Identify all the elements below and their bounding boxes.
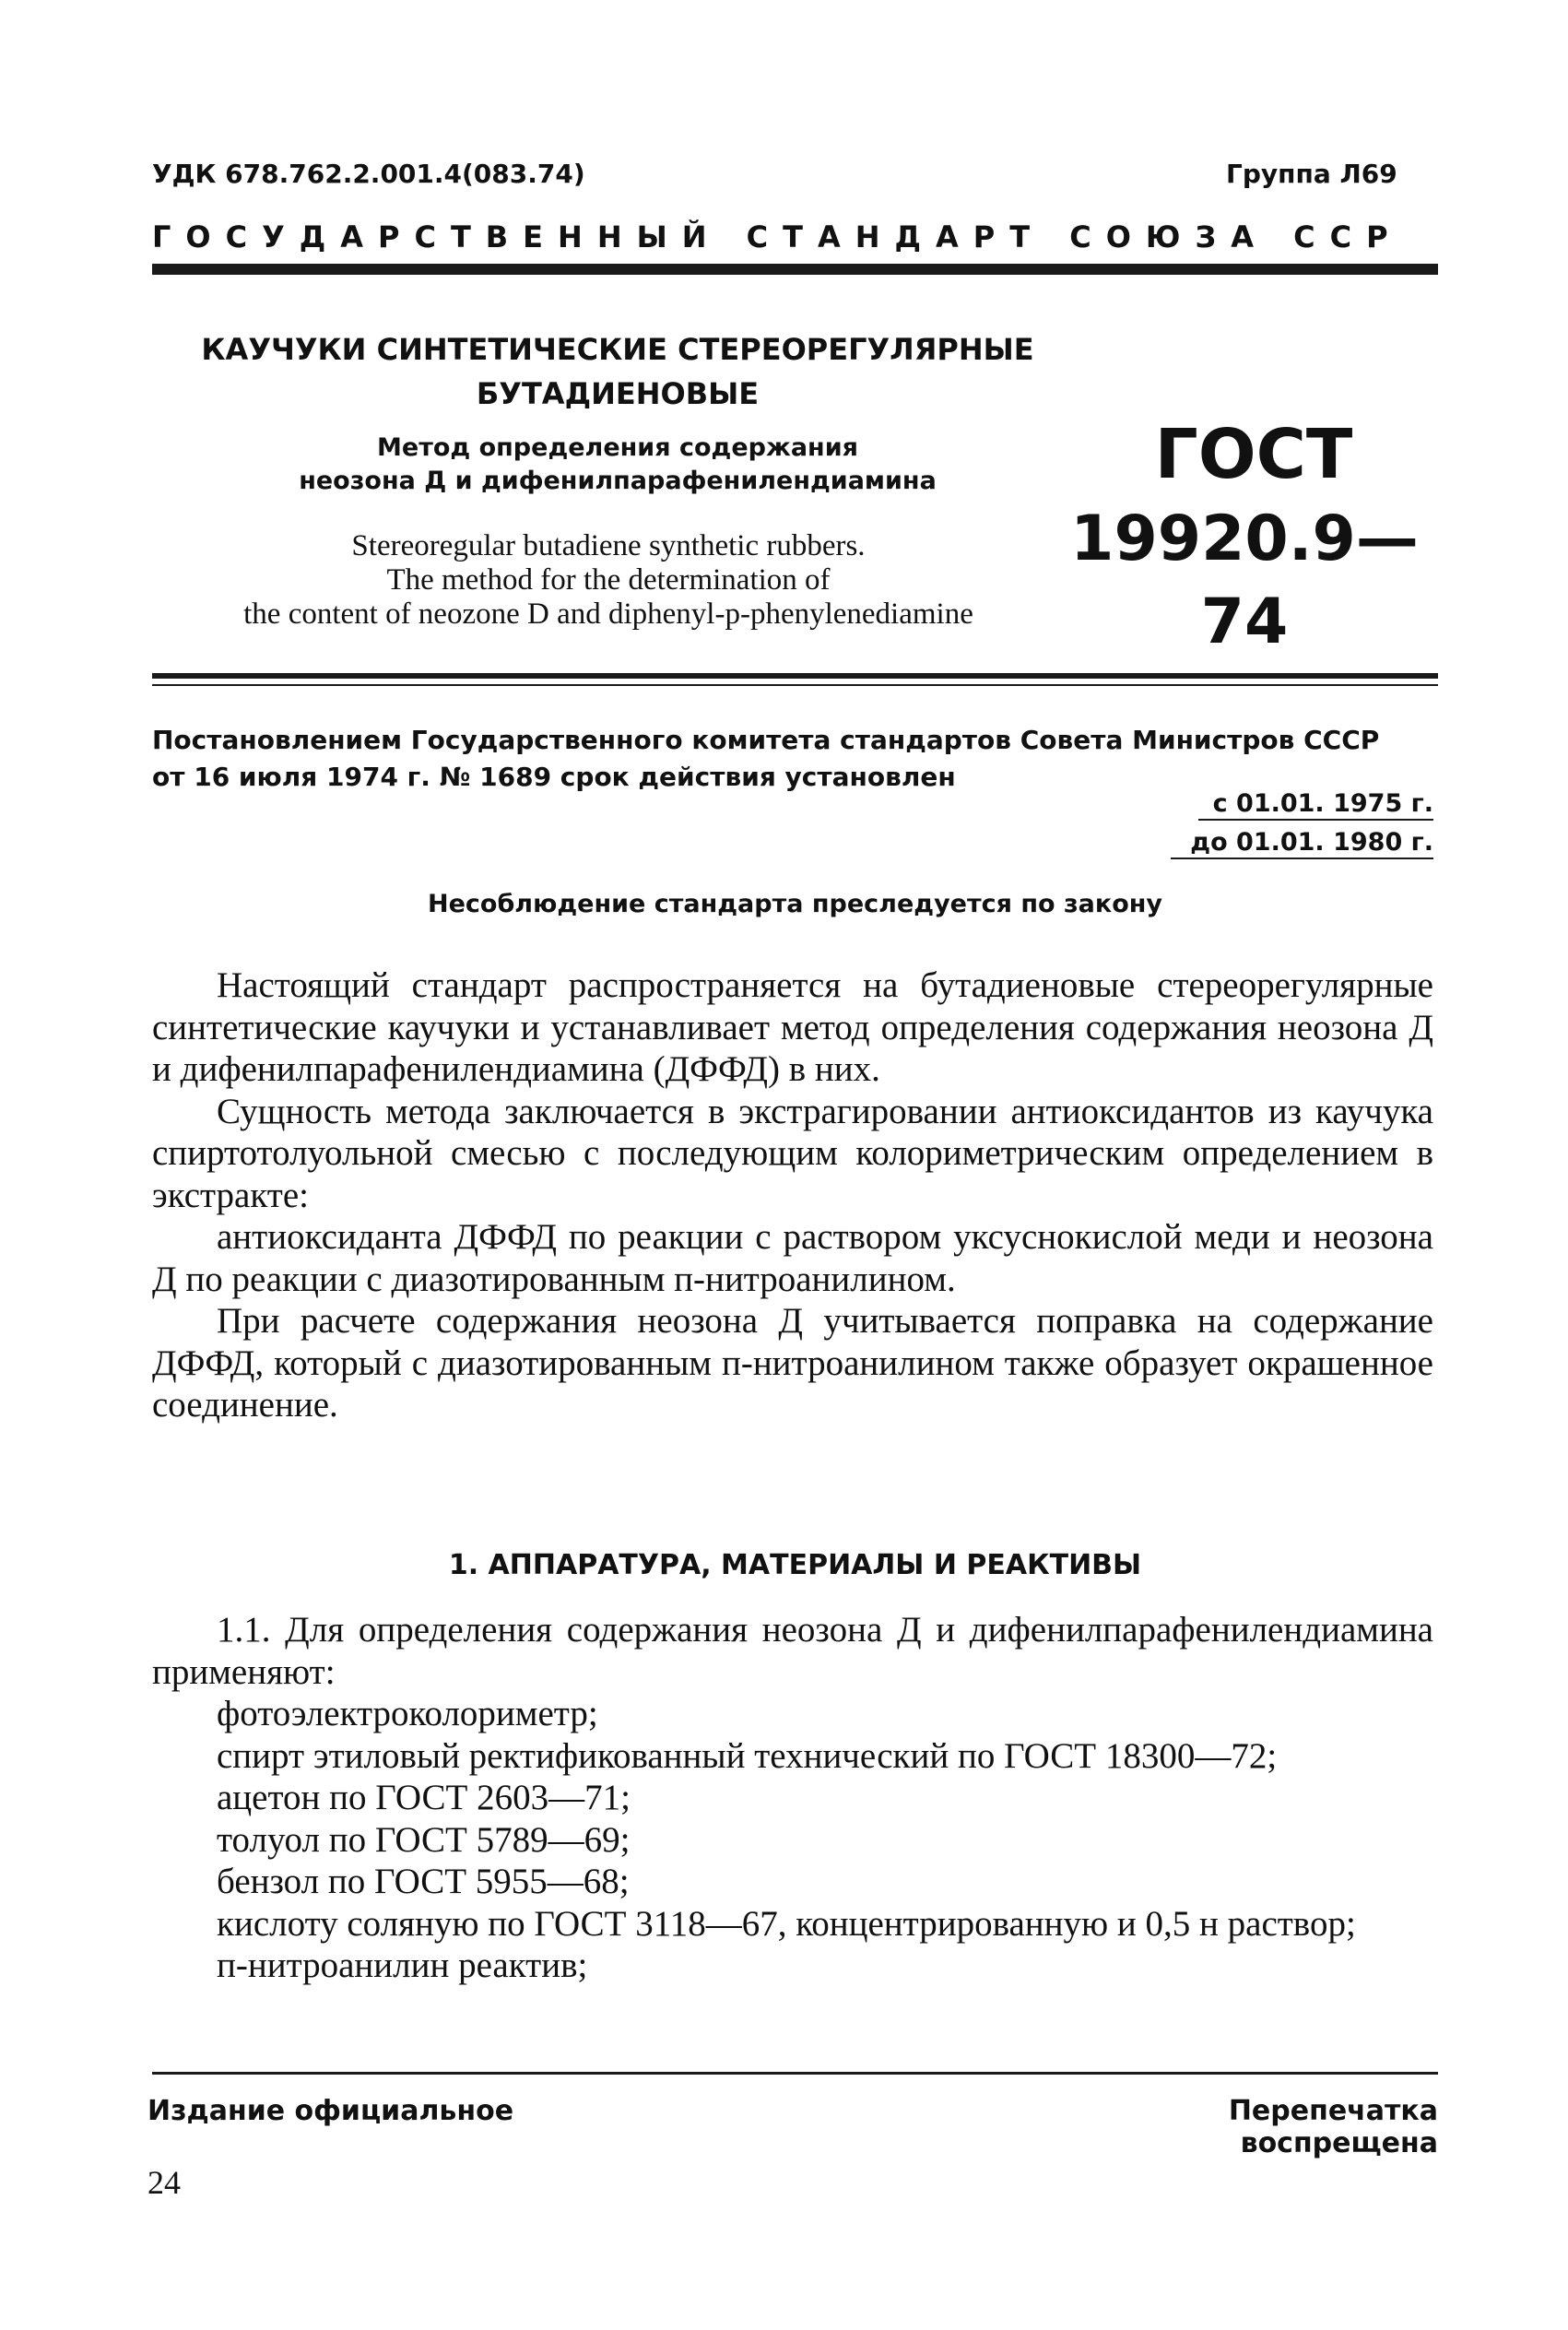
materials-list <box>152 1609 1433 1987</box>
english-line-1: Stereoregular butadiene synthetic rubbers. <box>351 529 866 562</box>
document-title <box>157 327 1079 416</box>
body-paragraph-essence: Сущность метода заключается в экстрагировании антиоксидантов из каучука спиртотолуольной смесью с последующим колориметрическим определением в экстракте: <box>152 1091 1433 1215</box>
list-item: кислоту соляную по ГОСТ 3118—67, концентрированную и 0,5 н раствор; <box>217 1903 1356 1944</box>
gost-label: ГОСТ <box>1154 415 1353 494</box>
body-paragraph-reaction: антиоксиданта ДФФД по реакции с раствором уксуснокислой меди и неозона Д по реакции с диазотированным п-нитроанилином. <box>152 1217 1433 1299</box>
subtitle-line-2: неозона Д и дифенилпарафенилендиамина <box>299 467 937 495</box>
valid-to-date: до 01.01. 1980 г. <box>1171 828 1433 859</box>
valid-from-date: с 01.01. 1975 г. <box>1198 789 1433 821</box>
middle-divider <box>152 673 1438 679</box>
reprint-prohibited-note: Перепечатка воспрещена <box>1228 2095 1438 2159</box>
section-heading: 1. АППАРАТУРА, МАТЕРИАЛЫ И РЕАКТИВЫ <box>448 1549 1142 1581</box>
list-item: п-нитроанилин реактив; <box>217 1946 588 1985</box>
english-title <box>147 529 1069 632</box>
list-item: толуол по ГОСТ 5789—69; <box>217 1819 631 1860</box>
list-item: бензол по ГОСТ 5955—68; <box>217 1862 630 1901</box>
list-item: фотоэлектроколориметр; <box>217 1694 598 1733</box>
bottom-divider <box>152 2072 1438 2075</box>
top-divider <box>152 264 1438 275</box>
decree-text <box>152 722 1438 796</box>
title-line-2: БУТАДИЕНОВЫЕ <box>476 376 760 411</box>
english-line-2: The method for the determination of <box>386 563 831 597</box>
list-item: ацетон по ГОСТ 2603—71; <box>217 1778 631 1817</box>
method-subtitle <box>157 432 1079 498</box>
list-item: спирт этиловый ректификованный технический по ГОСТ 18300—72; <box>217 1735 1278 1776</box>
middle-divider-thin <box>152 684 1438 686</box>
body-paragraph-correction: При расчете содержания неозона Д учитывается поправка на содержание ДФФД, который с диазотированным п-нитроанилином также образует окрашенное соединение. <box>152 1301 1433 1425</box>
group-code: Группа Л69 <box>1226 159 1397 189</box>
english-line-3: the content of neozone D and diphenyl-p-phenylenediamine <box>243 597 973 631</box>
law-notice: Несоблюдение стандарта преследуется по закону <box>427 890 1163 918</box>
standard-banner: ГОСУДАРСТВЕННЫЙ СТАНДАРТ СОЮЗА ССР <box>152 219 1403 254</box>
gost-number: 19920.9—74 <box>1070 503 1419 658</box>
official-edition-note: Издание официальное <box>147 2095 514 2127</box>
materials-intro: 1.1. Для определения содержания неозона Д и дифенилпарафенилендиамина применяют: <box>152 1610 1433 1692</box>
title-line-1: КАУЧУКИ СИНТЕТИЧЕСКИЕ СТЕРЕОРЕГУЛЯРНЫЕ <box>201 332 1034 367</box>
body-paragraph-scope: Настоящий стандарт распространяется на бутадиеновые стереорегулярные синтетические каучуки и устанавливает метод определения содержания неозона Д и дифенилпарафенилендиамина (ДФФД) в них. <box>152 965 1433 1089</box>
body-text <box>152 964 1433 1426</box>
subtitle-line-1: Метод определения содержания <box>377 433 858 462</box>
decree-line-1: Постановлением Государственного комитета стандартов Совета Министров СССР <box>152 725 1380 755</box>
udk-code: УДК 678.762.2.001.4(083.74) <box>152 159 585 189</box>
decree-line-2: от 16 июля 1974 г. № 1689 срок действия установлен <box>152 762 956 792</box>
page-number: 24 <box>147 2164 181 2201</box>
